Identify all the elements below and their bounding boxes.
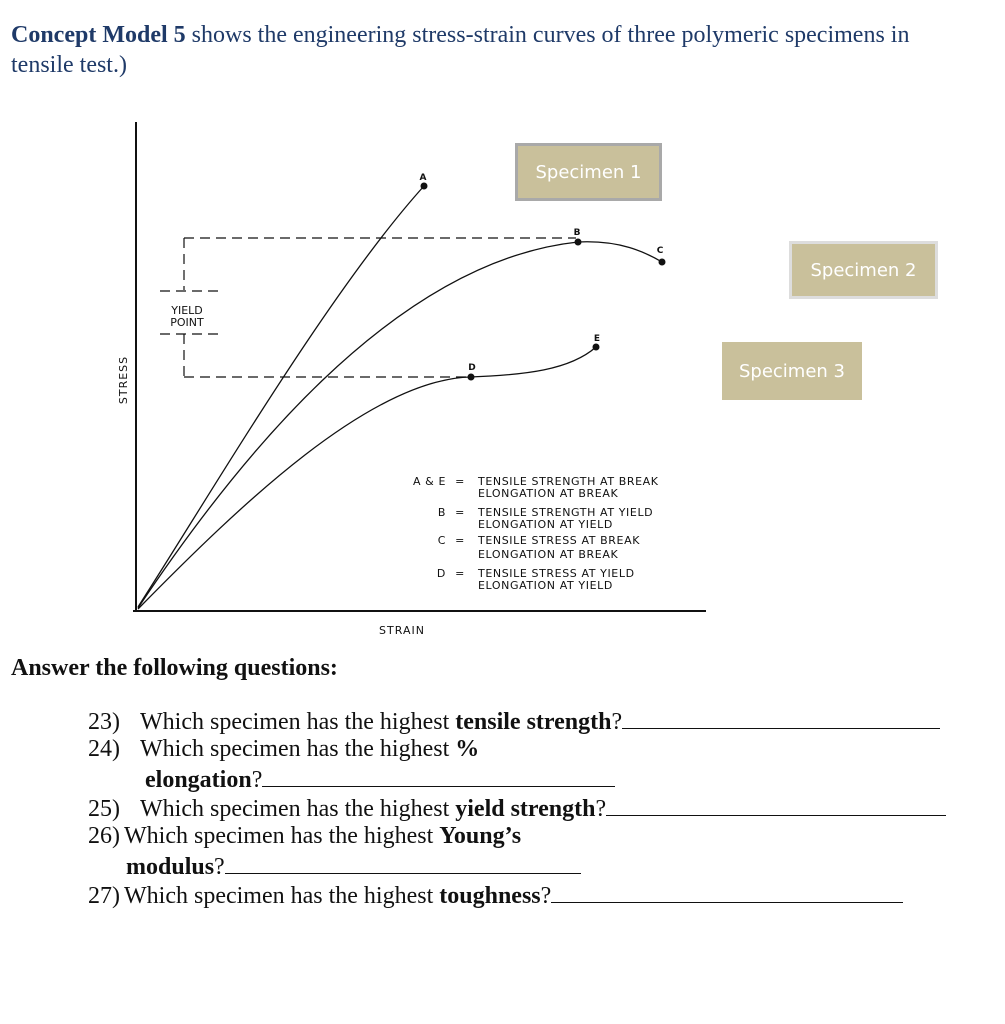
question-27 bbox=[88, 880, 903, 911]
question-24-cont bbox=[145, 764, 615, 795]
q25-bold: yield strength bbox=[455, 796, 596, 822]
question-26 bbox=[88, 822, 521, 851]
legend-d-line2: ELONGATION AT YIELD bbox=[478, 579, 613, 592]
curve-specimen-a bbox=[138, 186, 424, 607]
question-26-cont bbox=[126, 851, 581, 882]
point-c bbox=[659, 259, 666, 266]
q27-answer-line[interactable] bbox=[551, 880, 903, 903]
label-d: D bbox=[468, 363, 476, 373]
q26-mark: ? bbox=[214, 854, 225, 880]
intro-text: shows the engineering stress-strain curves of three polymeric specimens in bbox=[185, 22, 910, 48]
q23-bold: tensile strength bbox=[455, 709, 612, 735]
q23-number: 23) bbox=[88, 709, 120, 735]
legend-sep-c: = bbox=[455, 534, 465, 547]
answer-heading: Answer the following questions: bbox=[11, 655, 338, 681]
q26-number: 26) bbox=[88, 823, 120, 849]
q25-answer-line[interactable] bbox=[606, 793, 946, 816]
question-24 bbox=[88, 735, 479, 764]
legend-key-c: C bbox=[437, 534, 446, 547]
legend-d-line1: TENSILE STRESS AT YIELD bbox=[478, 567, 635, 580]
q25-mark: ? bbox=[595, 796, 607, 822]
q23-mark: ? bbox=[611, 709, 623, 735]
q26-answer-line[interactable] bbox=[225, 851, 581, 874]
point-a bbox=[421, 183, 428, 190]
q26-bold: Young’s bbox=[439, 823, 522, 849]
y-axis-label: STRESS bbox=[117, 355, 130, 405]
q24-answer-line[interactable] bbox=[262, 764, 615, 787]
q24-bold2: elongation bbox=[145, 767, 252, 793]
yield-label-line2: POINT bbox=[170, 316, 204, 329]
q23-answer-line[interactable] bbox=[622, 706, 940, 729]
legend-ae-line2: ELONGATION AT BREAK bbox=[478, 487, 619, 500]
specimen-2-box[interactable]: Specimen 2 bbox=[789, 241, 938, 299]
q27-mark: ? bbox=[540, 883, 552, 909]
label-b: B bbox=[573, 228, 581, 238]
chart-legend bbox=[413, 475, 659, 592]
label-a: A bbox=[419, 173, 427, 183]
q24-number: 24) bbox=[88, 736, 120, 762]
x-axis-label: STRAIN bbox=[379, 624, 425, 637]
question-25 bbox=[88, 793, 946, 824]
legend-b-line2: ELONGATION AT YIELD bbox=[478, 518, 613, 531]
legend-c-line2: ELONGATION AT BREAK bbox=[478, 548, 619, 561]
point-e bbox=[593, 344, 600, 351]
specimen-3-box[interactable]: Specimen 3 bbox=[722, 342, 862, 400]
q25-number: 25) bbox=[88, 796, 120, 822]
legend-b-line1: TENSILE STRENGTH AT YIELD bbox=[478, 506, 654, 519]
q27-bold: toughness bbox=[439, 883, 541, 909]
question-23 bbox=[88, 706, 940, 737]
legend-c-line1: TENSILE STRESS AT BREAK bbox=[478, 534, 641, 547]
legend-sep-b: = bbox=[455, 506, 465, 519]
label-c: C bbox=[656, 246, 664, 256]
label-e: E bbox=[593, 334, 601, 344]
legend-sep-d: = bbox=[455, 567, 465, 580]
legend-key-ae: A & E bbox=[412, 475, 446, 488]
point-b bbox=[575, 239, 582, 246]
q24-bold: % bbox=[455, 736, 480, 762]
q25-text: Which specimen has the highest bbox=[140, 796, 456, 822]
q26-text: Which specimen has the highest bbox=[124, 823, 440, 849]
q27-text: Which specimen has the highest bbox=[124, 883, 440, 909]
concept-model-title: Concept Model 5 bbox=[11, 22, 186, 48]
legend-sep-ae: = bbox=[455, 475, 465, 488]
legend-key-b: B bbox=[437, 506, 446, 519]
q24-mark: ? bbox=[251, 767, 263, 793]
specimen-1-box[interactable]: Specimen 1 bbox=[515, 143, 662, 201]
intro-text-line2: tensile test.) bbox=[11, 52, 127, 78]
q26-bold2: modulus bbox=[126, 854, 215, 880]
legend-ae-line1: TENSILE STRENGTH AT BREAK bbox=[478, 475, 659, 488]
point-d bbox=[468, 374, 475, 381]
q23-text: Which specimen has the highest bbox=[140, 709, 456, 735]
q27-number: 27) bbox=[88, 883, 120, 909]
yield-guides bbox=[160, 238, 576, 377]
q24-text: Which specimen has the highest bbox=[140, 736, 456, 762]
yield-label-line1: YIELD bbox=[171, 304, 203, 317]
legend-key-d: D bbox=[436, 567, 446, 580]
